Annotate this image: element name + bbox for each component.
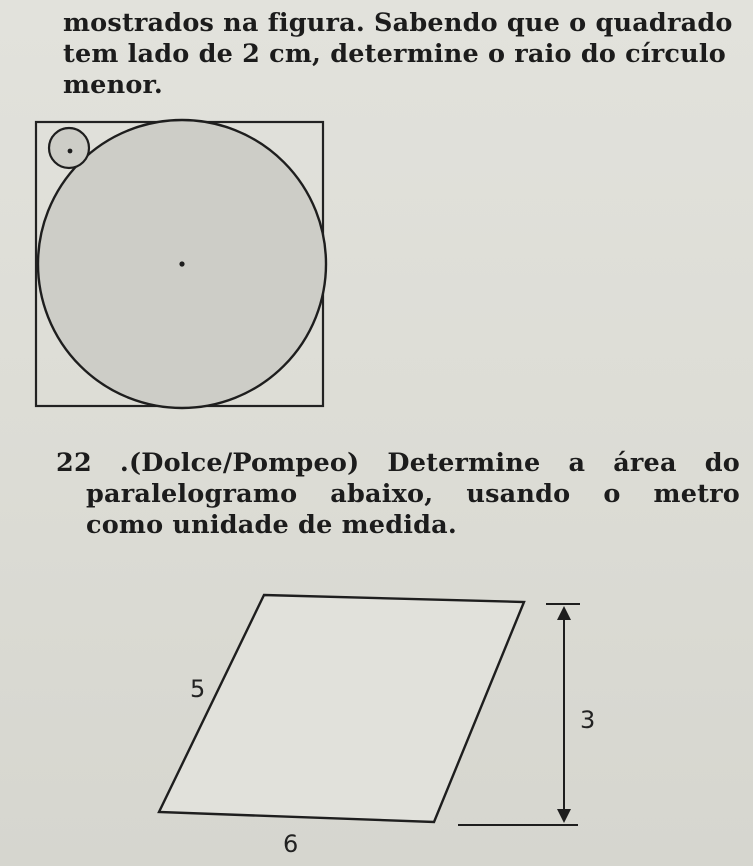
height-label: 3	[580, 706, 596, 734]
q22-line-3: como unidade de medida.	[86, 510, 457, 540]
q22-line-2: paralelogramo abaixo, usando o metro	[86, 479, 740, 509]
intro-line-2: tem lado de 2 cm, determine o raio do círculo	[63, 39, 726, 69]
height-arrow-up-icon	[557, 606, 571, 620]
height-arrow-down-icon	[557, 809, 571, 823]
intro-line-3: menor.	[63, 70, 163, 100]
q22-line-1: 22 .(Dolce/Pompeo) Determine a área do	[56, 448, 740, 478]
parallelogram	[159, 595, 524, 822]
intro-line-1: mostrados na figura. Sabendo que o quadrado	[63, 8, 733, 38]
side-label: 5	[190, 675, 206, 703]
base-label: 6	[283, 830, 299, 858]
